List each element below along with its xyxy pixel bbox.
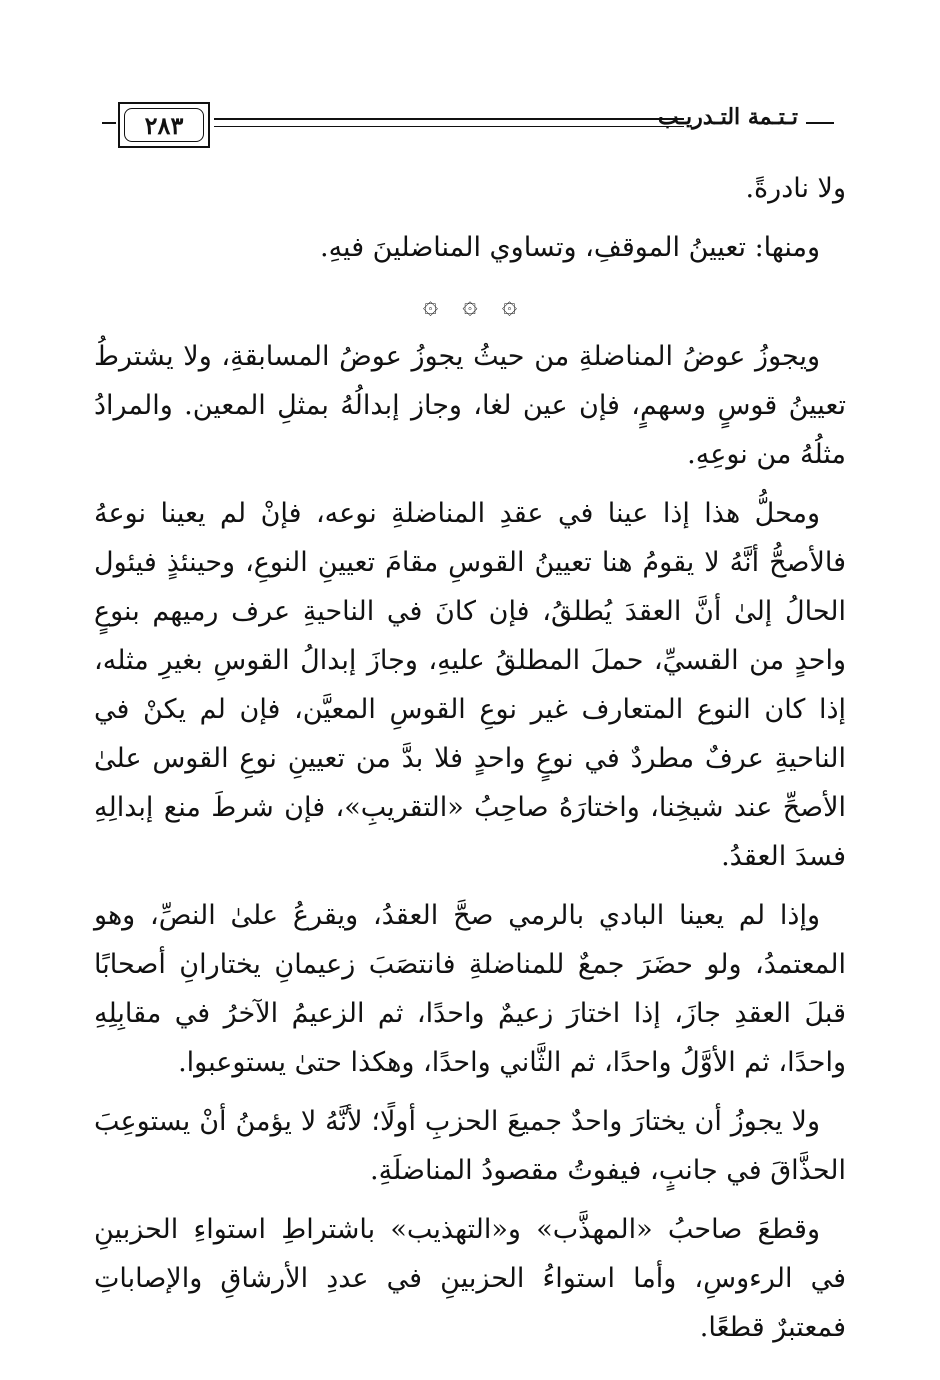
header-rule-stub-right <box>806 122 834 124</box>
paragraph: ولا نادرةً. <box>745 173 846 204</box>
eight-point-star-icon: ۞ <box>462 290 478 320</box>
page-header <box>112 100 828 154</box>
header-rule-stub-left <box>102 122 116 124</box>
page-number: ٢٨٣ <box>124 108 204 142</box>
paragraph: وقطعَ صاحبُ «المهذَّب» و«التهذيب» باشتراطِ استواءِ الحزبينِ في الرءوسِ، وأما استواءُ الحزبينِ في عددِ الأرشاقِ والإصاباتِ فمعتبرٌ قطعًا. <box>94 1214 846 1343</box>
running-title: تـتـمة التـدريـب <box>657 104 798 130</box>
eight-point-star-icon: ۞ <box>422 290 439 320</box>
page-number-frame <box>118 102 210 148</box>
paragraph: وإذا لم يعينا البادي بالرمي صحَّ العقدُ، ويقرعُ علىٰ النصِّ، وهو المعتمدُ، ولو حضَرَ جمعٌ للمناضلةِ فانتصَبَ زعيمانِ يختارانِ أصحابًا قبلَ العقدِ جازَ، إذا اختارَ زعيمٌ واحدًا، ثم الزعيمُ الآخرُ في مقابِلِهِ واحدًا، ثم الأوَّلُ واحدًا، ثم الثَّاني واحدًا، وهكذا حتىٰ يستوعبوا. <box>94 900 846 1078</box>
eight-point-star-icon: ۞ <box>501 290 518 320</box>
paragraph: ومنها: تعيينُ الموقفِ، وتساوي المناضلينَ فيهِ. <box>319 232 820 263</box>
paragraph: ومحلُّ هذا إذا عينا في عقدِ المناضلةِ نوعه، فإنْ لم يعينا نوعهُ فالأصحُّ أنَّهُ لا يقومُ هنا تعيينُ القوسِ مقامَ تعيينِ النوعِ، وحينئذٍ فيئول الحالُ إلىٰ أنَّ العقدَ يُطلقُ، فإن كانَ في الناحيةِ عرف رميهم بنوعٍ واحدٍ من القسيِّ، حملَ المطلقُ عليهِ، وجازَ إبدالُ القوسِ بغيرِ مثله، إذا كان النوع المتعارف غير نوعِ القوسِ المعيَّن، فإن لم يكنْ في الناحيةِ عرفٌ مطردٌ في نوعٍ واحدٍ فلا بدَّ من تعيينِ نوعِ القوس علىٰ الأصحِّ عند شيخِنا، واختارَهُ صاحِبُ «التقريبِ»، فإن شرطَ منع إبدالِهِ فسدَ العقدُ. <box>94 498 846 872</box>
section-divider <box>94 282 846 328</box>
header-rule <box>214 118 684 127</box>
page-body <box>94 164 846 1362</box>
paragraph: ويجوزُ عوضُ المناضلةِ من حيثُ يجوزُ عوضُ المسابقةِ، ولا يشترطُ تعيينُ قوسٍ وسهمٍ، فإن عين لغا، وجاز إبدالُهُ بمثلِ المعين. والمرادُ مثلُهُ من نوعِهِ. <box>94 341 846 470</box>
paragraph: ولا يجوزُ أن يختارَ واحدٌ جميعَ الحزبِ أولًا؛ لأنَّهُ لا يؤمنُ أنْ يستوعِبَ الحذَّاقَ في جانبٍ، فيفوتُ مقصودُ المناضلَةِ. <box>94 1106 846 1186</box>
